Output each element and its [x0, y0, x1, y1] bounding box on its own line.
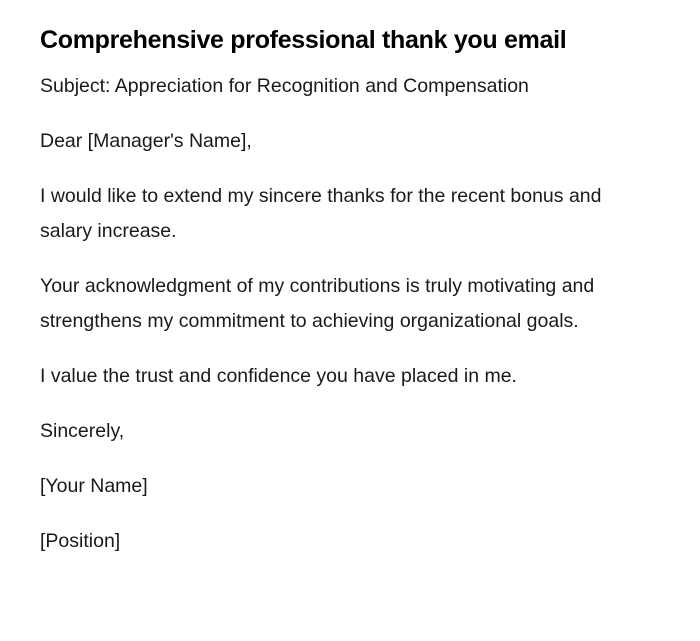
- signature-name: [Your Name]: [40, 475, 148, 497]
- body-paragraph: I value the trust and confidence you have placed in me.: [40, 365, 517, 387]
- subject-line: Subject: Appreciation for Recognition and Compensation: [40, 75, 529, 97]
- body-paragraph: I would like to extend my sincere thanks for the recent bonus and salary increase.: [40, 185, 602, 242]
- document-title: Comprehensive professional thank you email: [40, 26, 567, 54]
- body-paragraph: Your acknowledgment of my contributions is truly motivating and strengthens my commitment to achieving organizational goals.: [40, 275, 595, 332]
- greeting: Dear [Manager's Name],: [40, 130, 252, 152]
- closing: Sincerely,: [40, 420, 125, 442]
- signature-position: [Position]: [40, 530, 121, 552]
